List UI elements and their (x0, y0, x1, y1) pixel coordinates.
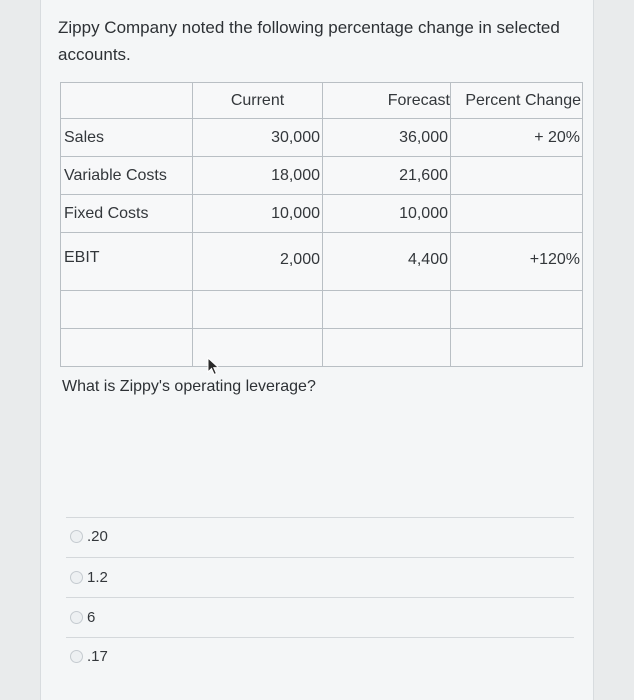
current-value: 18,000 (193, 157, 323, 195)
row-label: Variable Costs (61, 157, 193, 195)
option-label: 6 (87, 609, 96, 626)
empty-cell (323, 329, 451, 367)
question-text: Zippy Company noted the following percentage change in selected accounts. (58, 18, 560, 64)
percent-change-value (451, 195, 583, 233)
forecast-value: 36,000 (323, 119, 451, 157)
current-value: 10,000 (193, 195, 323, 233)
header-current: Current (193, 83, 323, 119)
percent-change-value (451, 157, 583, 195)
prompt-text: What is Zippy's operating leverage? (62, 378, 316, 395)
empty-cell (61, 291, 193, 329)
empty-cell (451, 291, 583, 329)
option-label: .20 (87, 528, 108, 545)
empty-cell (451, 329, 583, 367)
row-label: Fixed Costs (61, 195, 193, 233)
empty-cell (323, 291, 451, 329)
forecast-value: 21,600 (323, 157, 451, 195)
answer-option[interactable] (70, 528, 108, 545)
forecast-value: 4,400 (323, 233, 451, 291)
current-value: 2,000 (193, 233, 323, 291)
table-row (61, 119, 583, 157)
mouse-pointer-icon (207, 357, 221, 377)
divider (66, 637, 574, 638)
divider (66, 597, 574, 598)
forecast-value: 10,000 (323, 195, 451, 233)
table-row (61, 291, 583, 329)
answer-option[interactable] (70, 609, 95, 626)
option-label: .17 (87, 648, 108, 665)
accounts-table (60, 82, 583, 367)
radio-button[interactable] (70, 571, 83, 584)
divider (66, 557, 574, 558)
option-label: 1.2 (87, 569, 108, 586)
empty-cell (61, 329, 193, 367)
row-label: Sales (61, 119, 193, 157)
radio-button[interactable] (70, 650, 83, 663)
header-cell (61, 83, 193, 119)
percent-change-value: + 20% (451, 119, 583, 157)
table-row (61, 233, 583, 291)
table-header-row (61, 83, 583, 119)
radio-button[interactable] (70, 611, 83, 624)
header-forecast: Forecast (323, 83, 451, 119)
current-value: 30,000 (193, 119, 323, 157)
answer-option[interactable] (70, 648, 108, 665)
answer-option[interactable] (70, 569, 108, 586)
table-row (61, 157, 583, 195)
row-label: EBIT (61, 233, 193, 291)
table-row (61, 195, 583, 233)
divider (66, 517, 574, 518)
radio-button[interactable] (70, 530, 83, 543)
header-percent-change: Percent Change (451, 83, 583, 119)
table-row (61, 329, 583, 367)
percent-change-value: +120% (451, 233, 583, 291)
empty-cell (193, 291, 323, 329)
